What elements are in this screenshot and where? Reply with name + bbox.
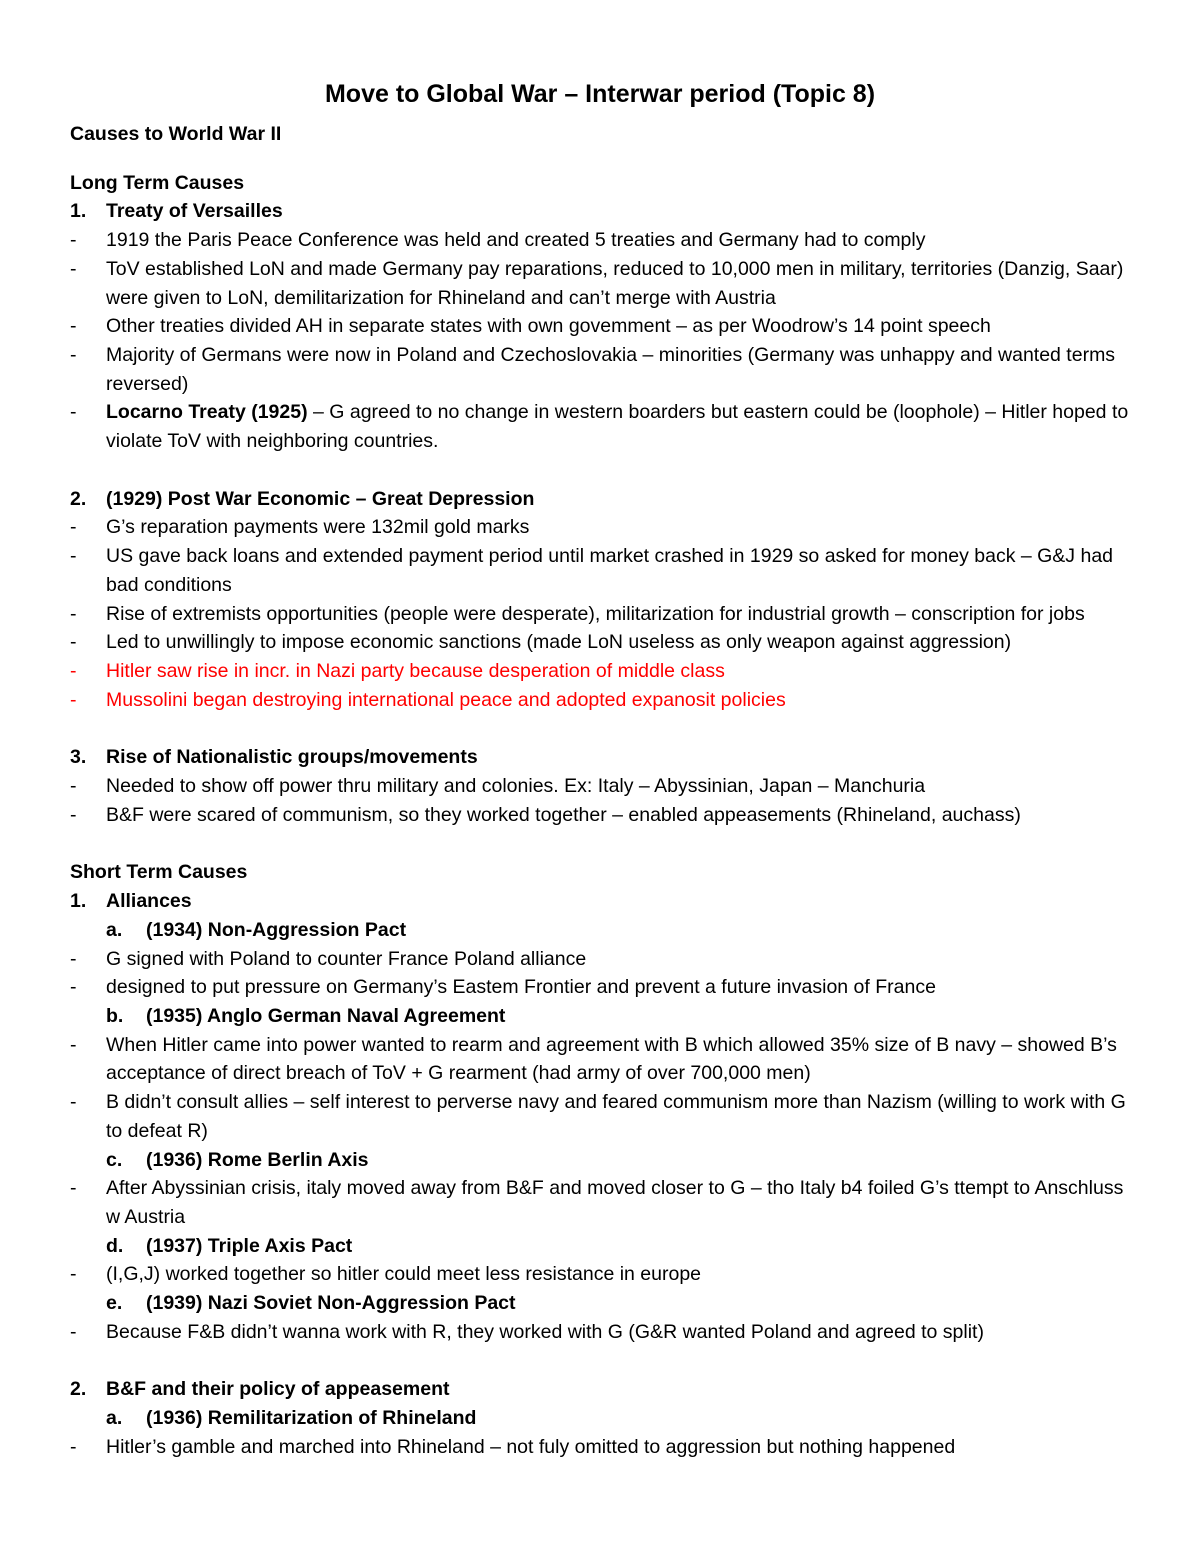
bullet-dash: -: [70, 516, 77, 539]
bullet-dash: -: [70, 602, 77, 625]
bullet-dash: -: [70, 1435, 77, 1458]
bullet-dash: -: [70, 1091, 77, 1114]
bullet-text: (I,G,J) worked together so hitler could meet less resistance in europe: [106, 1263, 702, 1286]
locarno-rest: – G agreed to no change in western boarders but eastern could be (loophole) – Hitler hoped to violate ToV with neighboring countries.: [106, 401, 1129, 453]
subsection-title: (1936) Rome Berlin Axis: [146, 1148, 369, 1171]
subsection-letter: a.: [106, 918, 123, 941]
bullet-text: Majority of Germans were now in Poland and Czechoslovakia – minorities (Germany was unhappy and wanted terms reversed): [106, 343, 1116, 395]
subsection-letter: c.: [106, 1148, 123, 1171]
subsection-heading: [70, 1404, 1130, 1433]
bullet: [70, 945, 1130, 974]
bullet-dash: -: [70, 257, 77, 280]
bullet-text: US gave back loans and extended payment period until market crashed in 1929 so asked for money back – G&J had bad conditions: [106, 545, 1114, 596]
subsection-title: (1934) Non-Aggression Pact: [146, 918, 407, 941]
bullet-text: ToV established LoN and made Germany pay reparations, reduced to 10,000 men in military, territories (Danzig, Saar) were given to LoN, demilitarization for Rhineland and can’t merge with Austria: [106, 257, 1124, 309]
subsection-letter: e.: [106, 1292, 123, 1315]
causes-heading: Causes to World War II: [70, 123, 282, 145]
section-title: Alliances: [106, 890, 192, 913]
section-heading: [70, 887, 1130, 916]
bullet: [70, 600, 1130, 629]
section-heading: [70, 197, 1130, 226]
bullet-dash: -: [70, 688, 77, 711]
bullet: [70, 341, 1130, 398]
bullet-text: B&F were scared of communism, so they worked together – enabled appeasements (Rhineland, auchass): [106, 803, 1021, 826]
section-number: 2.: [70, 1378, 87, 1401]
section-number: 1.: [70, 200, 87, 223]
bullet-dash: -: [70, 343, 77, 366]
spacer: [70, 1346, 1130, 1375]
subsection-title: (1939) Nazi Soviet Non-Aggression Pact: [146, 1292, 516, 1315]
spacer: [70, 829, 1130, 858]
bullet-dash: -: [70, 1033, 77, 1056]
bullet: [70, 1260, 1130, 1289]
bullet-dash: -: [70, 803, 77, 826]
bullet-text: G’s reparation payments were 132mil gold marks: [106, 516, 530, 539]
bullet-dash: -: [70, 545, 77, 568]
bullet: [70, 772, 1130, 801]
subsection-title: (1937) Triple Axis Pact: [146, 1234, 353, 1257]
bullet-text: Hitler saw rise in incr. in Nazi party because desperation of middle class: [106, 659, 725, 682]
bullet-text: Other treaties divided AH in separate states with own govemment – as per Woodrow’s 14 point speech: [106, 315, 991, 338]
section-title: Treaty of Versailles: [106, 200, 283, 223]
bullet-dash: -: [70, 401, 77, 424]
bullet-dash: -: [70, 659, 77, 682]
subsection-heading: [70, 1002, 1130, 1031]
bullet: [70, 1174, 1130, 1231]
bullet: [70, 1433, 1130, 1462]
section-number: 1.: [70, 890, 87, 913]
bullet-text: 1919 the Paris Peace Conference was held and created 5 treaties and Germany had to comply: [106, 229, 926, 252]
bullet: [70, 542, 1130, 599]
subsection-heading: [70, 1232, 1130, 1261]
bullet: [70, 1088, 1130, 1145]
bullet: [70, 398, 1130, 455]
bullet: [70, 973, 1130, 1002]
bullet-dash: -: [70, 1263, 77, 1286]
bullet-dash: -: [70, 1177, 77, 1200]
bullet-dash: -: [70, 229, 77, 252]
bullet-text: [106, 398, 1130, 455]
locarno-bold: Locarno Treaty (1925): [106, 401, 308, 424]
section-heading: [70, 485, 1130, 514]
bullet: [70, 255, 1130, 312]
bullet: [70, 628, 1130, 657]
section-number: 2.: [70, 487, 87, 510]
section-title: B&F and their policy of appeasement: [106, 1378, 450, 1401]
section-title: (1929) Post War Economic – Great Depression: [106, 487, 535, 510]
subsection-heading: [70, 1146, 1130, 1175]
bullet-text: After Abyssinian crisis, italy moved away from B&F and moved closer to G – tho Italy b4 foiled G’s ttempt to Anschluss w Austria: [106, 1177, 1124, 1228]
bullet: [70, 1031, 1130, 1088]
bullet: [70, 312, 1130, 341]
spacer: [70, 149, 1130, 169]
bullet-text: designed to put pressure on Germany’s Eastem Frontier and prevent a future invasion of France: [106, 976, 936, 999]
bullet-text: Because F&B didn’t wanna work with R, they worked with G (G&R wanted Poland and agreed to split): [106, 1320, 984, 1343]
bullet: [70, 1318, 1130, 1347]
bullet-text: Rise of extremists opportunities (people were desperate), militarization for industrial growth – conscription for jobs: [106, 602, 1085, 625]
highlighted-bullet: [70, 657, 1130, 686]
bullet-text: G signed with Poland to counter France Poland alliance: [106, 947, 587, 970]
bullet: [70, 226, 1130, 255]
bullet-text: Hitler’s gamble and marched into Rhineland – not fuly omitted to aggression but nothing happened: [106, 1435, 956, 1458]
bullet-dash: -: [70, 775, 77, 798]
bullet-dash: -: [70, 976, 77, 999]
section-number: 3.: [70, 746, 87, 769]
short-term-heading: Short Term Causes: [70, 861, 248, 884]
bullet: [70, 801, 1130, 830]
spacer: [70, 456, 1130, 485]
section-heading: [70, 743, 1130, 772]
subsection-letter: d.: [106, 1234, 124, 1257]
bullet-text: When Hitler came into power wanted to rearm and agreement with B which allowed 35% size of B navy – showed B’s acceptance of direct breach of ToV + G rearment (had army of over 700,000 men): [106, 1033, 1117, 1085]
long-term-heading: Long Term Causes: [70, 171, 245, 194]
bullet-dash: -: [70, 631, 77, 654]
bullet-text: Led to unwillingly to impose economic sanctions (made LoN useless as only weapon against aggression): [106, 631, 1012, 654]
highlighted-bullet: [70, 686, 1130, 715]
section-title: Rise of Nationalistic groups/movements: [106, 746, 478, 769]
bullet-dash: -: [70, 947, 77, 970]
subsection-title: (1936) Remilitarization of Rhineland: [146, 1407, 477, 1430]
spacer: [70, 714, 1130, 743]
subsection-title: (1935) Anglo German Naval Agreement: [146, 1004, 506, 1027]
bullet-text: Mussolini began destroying international peace and adopted expanosit policies: [106, 688, 786, 711]
subsection-heading: [70, 916, 1130, 945]
subsection-letter: b.: [106, 1004, 124, 1027]
bullet: [70, 513, 1130, 542]
section-heading: [70, 1375, 1130, 1404]
document-title: Move to Global War – Interwar period (Topic 8): [324, 80, 876, 108]
bullet-text: B didn’t consult allies – self interest to perverse navy and feared communism more than Nazism (willing to work with G to defeat R): [106, 1091, 1126, 1142]
bullet-dash: -: [70, 315, 77, 338]
bullet-text: Needed to show off power thru military and colonies. Ex: Italy – Abyssinian, Japan – Manchuria: [106, 775, 926, 798]
subsection-heading: [70, 1289, 1130, 1318]
subsection-letter: a.: [106, 1407, 123, 1430]
bullet-dash: -: [70, 1320, 77, 1343]
